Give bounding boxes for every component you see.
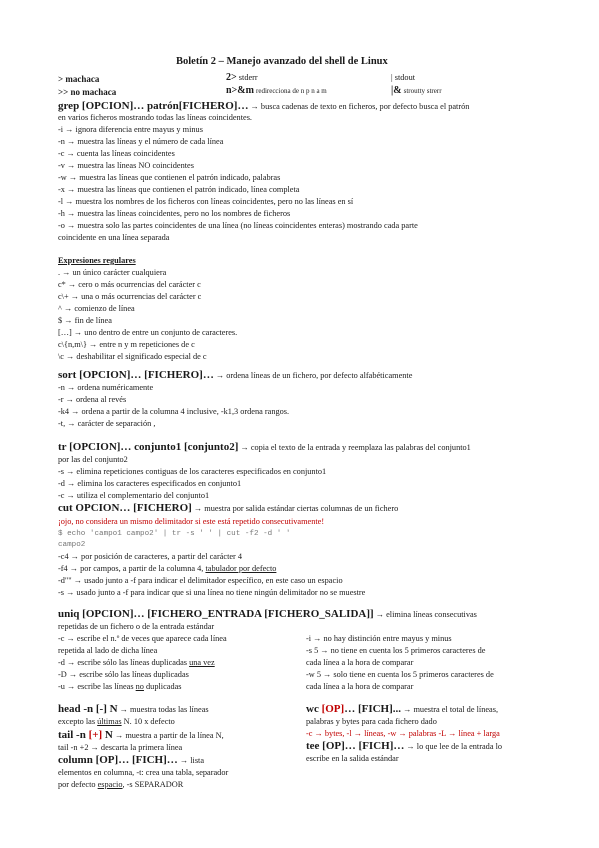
cut-opt-f4: -f4 → por campos, a partir de la columna 4, tabulador por defecto: [58, 564, 277, 573]
tail-desc: tail -n +2 → descarta la primera línea: [58, 743, 183, 752]
uniq-opt: repetida al lado de dicha línea: [58, 646, 158, 655]
column-desc: elementos en columna, -t: crea una tabla, separador: [58, 768, 229, 777]
cut-opt: -c4 → por posición de caracteres, a partir del carácter 4: [58, 552, 243, 561]
uniq-opt-d: -d → escribe sólo las líneas duplicadas una vez: [58, 658, 215, 667]
grep-opt: coincidente en una línea separada: [58, 233, 170, 242]
tr-heading: tr [OPCION]… conjunto1 [conjunto2] → copia el texto de la entrada y reemplaza las palabras del conjunto1: [58, 441, 471, 453]
sort-heading: sort [OPCION]… [FICHERO]… → ordena líneas de un fichero, por defecto alfabéticamente: [58, 369, 413, 381]
redirect-stderr: 2> stderr: [226, 72, 258, 83]
regex-item: . → un único carácter cualquiera: [58, 268, 167, 277]
regex-item: c\+ → una o más ocurrencias del carácter c: [58, 292, 202, 301]
tee-desc: escribe en la salida estándar: [306, 754, 399, 763]
wc-heading: wc [OP]… [FICH]... → muestra el total de líneas,: [306, 703, 499, 715]
uniq-opt: -i → no hay distinción entre mayus y minus: [306, 634, 452, 643]
grep-opt: -v → muestra las líneas NO coincidentes: [58, 161, 194, 170]
document-title: Boletín 2 – Manejo avanzado del shell de Linux: [176, 56, 388, 67]
sort-opt: -r → ordena al revés: [58, 395, 127, 404]
uniq-desc: repetidas de un fichero o de la entrada estándar: [58, 622, 215, 631]
regex-heading: Expresiones regulares: [58, 256, 136, 265]
tee-heading: tee [OP]… [FICH]… → lo que lee de la entrada lo: [306, 740, 503, 752]
grep-opt: -x → muestra las líneas que contienen el patrón indicado, línea completa: [58, 185, 300, 194]
head-heading: head -n [-] N → muestra todas las líneas: [58, 703, 209, 715]
grep-opt: -h → muestra las líneas coincidentes, pero no los nombres de ficheros: [58, 209, 291, 218]
grep-opt: -w → muestra las líneas que contienen el patrón indicado, palabras: [58, 173, 281, 182]
uniq-opt-u: -u → escribe las líneas no duplicadas: [58, 682, 182, 691]
wc-desc: palabras y bytes para cada fichero dado: [306, 717, 437, 726]
regex-item: c* → cero o más ocurrencias del carácter c: [58, 280, 201, 289]
code-line: $ echo 'campo1 campo2' | tr -s ' ' | cut -f2 -d ' ': [58, 530, 291, 538]
redirect-n-to-m: n>&m redirecciona de n p n a m: [226, 85, 327, 96]
redirect-no-machaca: >> no machaca: [58, 87, 117, 97]
tr-opt: -s → elimina repeticiones contiguas de los caracteres especificados en conjunto1: [58, 467, 327, 476]
regex-item: \c → deshabilitar el significado especial de c: [58, 352, 207, 361]
sort-opt: -n → ordena numéricamente: [58, 383, 154, 392]
cut-opt: -d"" → usado junto a -f para indicar el delimitador específico, en este caso un espacio: [58, 576, 343, 585]
column-desc: por defecto espacio, -s SEPARADOR: [58, 780, 184, 789]
cut-heading: cut OPCION… [FICHERO] → muestra por salida estándar ciertas columnas de un fichero: [58, 502, 399, 514]
uniq-opt: cada línea a la hora de comparar: [306, 682, 414, 691]
redirect-machaca: > machaca: [58, 74, 100, 84]
regex-item: $ → fin de línea: [58, 316, 112, 325]
cut-warning: ¡ojo, no considera un mismo delimitador si este está repetido consecutivamente!: [58, 517, 325, 526]
grep-opt: -i → ignora diferencia entre mayus y minus: [58, 125, 203, 134]
uniq-opt: -c → escribe el n.º de veces que aparece cada línea: [58, 634, 227, 643]
uniq-heading: uniq [OPCION]… [FICHERO_ENTRADA [FICHERO_SALIDA]] → elimina líneas consecutivas: [58, 608, 477, 620]
tr-opt: -c → utiliza el complementario del conjunto1: [58, 491, 210, 500]
head-desc: excepto las últimas N. 10 x defecto: [58, 717, 175, 726]
redirect-pipe-stderr: |& stroutty strerr: [391, 85, 442, 96]
grep-opt: -c → cuenta las líneas coincidentes: [58, 149, 175, 158]
regex-item: […] → uno dentro de entre un conjunto de caracteres.: [58, 328, 238, 337]
tail-heading: tail -n [+] N → muestra a partir de la línea N,: [58, 729, 224, 741]
grep-opt: -l → muestra los nombres de los ficheros con líneas coincidentes, pero no las líneas en sí: [58, 197, 354, 206]
sort-opt: -t, → carácter de separación ,: [58, 419, 156, 428]
wc-options: -c → bytes, -l → líneas, -w → palabras -L → línea + larga: [306, 729, 500, 738]
grep-heading: grep [OPCION]… patrón[FICHERO]… → busca cadenas de texto en ficheros, por defecto busca el patrón: [58, 100, 470, 112]
regex-item: ^ → comienzo de línea: [58, 304, 135, 313]
column-heading: column [OP]… [FICH]… → lista: [58, 754, 205, 766]
sort-opt: -k4 → ordena a partir de la columna 4 inclusive, -k1,3 ordena rangos.: [58, 407, 290, 416]
code-line: campo2: [58, 541, 86, 549]
uniq-opt: -D → escribe sólo las líneas duplicadas: [58, 670, 189, 679]
cut-opt: -s → usado junto a -f para indicar que si una línea no tiene ningún delimitador no se muestre: [58, 588, 366, 597]
grep-opt: -n → muestra las líneas y el número de cada línea: [58, 137, 224, 146]
uniq-opt: cada línea a la hora de comparar: [306, 658, 414, 667]
grep-opt: -o → muestra solo las partes coincidentes de una línea (no líneas coincidentes enteras) mostrando cada parte: [58, 221, 418, 230]
tr-opt: -d → elimina los caracteres especificados en conjunto1: [58, 479, 242, 488]
regex-item: c\{n,m\} → entre n y m repeticiones de c: [58, 340, 195, 349]
tr-desc: por las del conjunto2: [58, 455, 128, 464]
grep-desc: en varios ficheros mostrando todas las líneas coincidentes.: [58, 113, 253, 122]
uniq-opt: -w 5 → solo tiene en cuenta los 5 primeros caracteres de: [306, 670, 494, 679]
redirect-pipe-stdout: | stdout: [391, 73, 416, 82]
uniq-opt: -s 5 → no tiene en cuenta los 5 primeros caracteres de: [306, 646, 486, 655]
